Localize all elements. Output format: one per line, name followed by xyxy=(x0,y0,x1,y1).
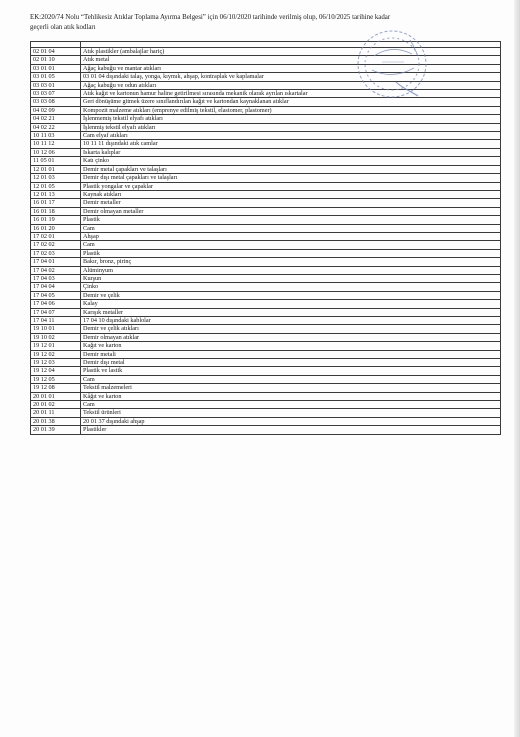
waste-code-cell: 20 01 01 xyxy=(31,392,81,400)
table-row xyxy=(31,417,501,425)
waste-code-cell: 19 12 08 xyxy=(31,384,81,392)
waste-description-cell: Tekstil malzemeleri xyxy=(81,384,501,392)
waste-code-cell: 17 02 03 xyxy=(31,249,81,257)
table-row xyxy=(31,81,501,89)
table-row xyxy=(31,342,501,350)
waste-code-cell: 16 01 20 xyxy=(31,224,81,232)
waste-description-cell: Kurşun xyxy=(81,274,501,282)
waste-code-cell: 10 11 03 xyxy=(31,132,81,140)
waste-description-cell: Atık metal xyxy=(81,56,501,64)
table-row xyxy=(31,409,501,417)
waste-code-cell: 02 01 10 xyxy=(31,56,81,64)
table-row xyxy=(31,291,501,299)
table-row xyxy=(31,207,501,215)
page-edge-shadow xyxy=(514,0,520,737)
waste-description-cell: İşlenmemiş tekstil elyafı atıkları xyxy=(81,115,501,123)
table-row xyxy=(31,384,501,392)
waste-description-cell: Demir metali xyxy=(81,350,501,358)
waste-code-cell: 12 01 13 xyxy=(31,190,81,198)
waste-description-cell: Tekstil ürünleri xyxy=(81,409,501,417)
waste-code-cell: 04 02 22 xyxy=(31,123,81,131)
waste-description-cell: Kompozit malzeme atıkları (emprenye edilmiş tekstil, elastomer, plastomer) xyxy=(81,106,501,114)
table-row xyxy=(31,308,501,316)
waste-code-cell: 17 04 04 xyxy=(31,283,81,291)
waste-codes-table-body xyxy=(31,42,501,435)
table-row xyxy=(31,199,501,207)
waste-code-cell: 19 12 05 xyxy=(31,375,81,383)
waste-code-cell: 17 02 01 xyxy=(31,232,81,240)
table-row xyxy=(31,350,501,358)
table-row xyxy=(31,232,501,240)
waste-code-cell: 03 03 01 xyxy=(31,81,81,89)
waste-code-cell: 12 01 03 xyxy=(31,174,81,182)
waste-code-cell: 20 01 39 xyxy=(31,426,81,434)
waste-code-cell: 19 10 01 xyxy=(31,325,81,333)
waste-description-cell: Plastik ve lastik xyxy=(81,367,501,375)
table-row xyxy=(31,274,501,282)
waste-description-cell: Ağaç kabuğu ve mantar atıkları xyxy=(81,64,501,72)
waste-code-cell: 12 01 01 xyxy=(31,165,81,173)
table-row xyxy=(31,48,501,56)
waste-code-cell: 19 12 01 xyxy=(31,342,81,350)
table-row xyxy=(31,300,501,308)
waste-description-cell: Kâğıt ve karton xyxy=(81,392,501,400)
table-row xyxy=(31,174,501,182)
table-row xyxy=(31,140,501,148)
waste-description-cell: Plastik xyxy=(81,216,501,224)
table-row xyxy=(31,367,501,375)
table-row xyxy=(31,359,501,367)
waste-codes-table xyxy=(30,41,501,435)
table-row xyxy=(31,325,501,333)
waste-code-cell: 17 04 02 xyxy=(31,266,81,274)
waste-description-cell: Cam elyaf atıkları xyxy=(81,132,501,140)
waste-description-cell: Demir dışı metal xyxy=(81,359,501,367)
waste-description-cell: Katı çinko xyxy=(81,157,501,165)
waste-description-cell: Alüminyum xyxy=(81,266,501,274)
waste-description-cell: Demir dışı metal çapakları ve talaşları xyxy=(81,174,501,182)
waste-code-cell: 11 05 01 xyxy=(31,157,81,165)
waste-description-cell: Atık plastikler (ambalajlar hariç) xyxy=(81,48,501,56)
waste-description-cell: Demir metaller xyxy=(81,199,501,207)
table-row xyxy=(31,182,501,190)
waste-code-cell: 03 01 05 xyxy=(31,73,81,81)
waste-description-cell: Ahşap xyxy=(81,232,501,240)
waste-description-cell: Kaynak atıkları xyxy=(81,190,501,198)
table-row xyxy=(31,56,501,64)
document-header xyxy=(30,13,500,33)
waste-code-cell: 04 02 09 xyxy=(31,106,81,114)
table-row xyxy=(31,157,501,165)
table-row xyxy=(31,73,501,81)
waste-description-cell: 03 01 04 dışındaki talaş, yonga, kıymık, ahşap, kontraplak ve kaplamalar xyxy=(81,73,501,81)
table-row xyxy=(31,106,501,114)
waste-code-cell: 16 01 19 xyxy=(31,216,81,224)
table-row xyxy=(31,90,501,98)
waste-description-cell: Cam xyxy=(81,401,501,409)
waste-code-cell: 20 01 38 xyxy=(31,417,81,425)
waste-code-cell: 19 12 03 xyxy=(31,359,81,367)
table-row xyxy=(31,98,501,106)
header-line-2: geçerli olan atık kodları xyxy=(30,24,96,31)
waste-description-cell: Plastikler xyxy=(81,426,501,434)
waste-description-cell: 10 11 11 dışındaki atık camlar xyxy=(81,140,501,148)
waste-description-cell: Atık kağıt ve kartonun hamur haline getirilmesi sırasında mekanik olarak ayrılan ıskartalar xyxy=(81,90,501,98)
waste-description-cell: 17 04 10 dışındaki kablolar xyxy=(81,317,501,325)
table-row xyxy=(31,375,501,383)
waste-code-cell: 16 01 18 xyxy=(31,207,81,215)
waste-description-cell: Geri dönüşüme gitmek üzere sınıflandırılan kağıt ve kartondan kaynaklanan atıklar xyxy=(81,98,501,106)
table-row xyxy=(31,258,501,266)
waste-description-cell: Cam xyxy=(81,375,501,383)
waste-description-cell: Demir olmayan metaller xyxy=(81,207,501,215)
waste-description-cell: Karışık metaller xyxy=(81,308,501,316)
table-row xyxy=(31,392,501,400)
waste-code-cell: 20 01 02 xyxy=(31,401,81,409)
table-row xyxy=(31,190,501,198)
waste-code-cell: 17 04 06 xyxy=(31,300,81,308)
waste-description-cell: 20 01 37 dışındaki ahşap xyxy=(81,417,501,425)
waste-code-cell: 19 12 04 xyxy=(31,367,81,375)
waste-code-cell: 04 02 21 xyxy=(31,115,81,123)
table-row xyxy=(31,115,501,123)
waste-description-cell: Plastik yongalar ve çapaklar xyxy=(81,182,501,190)
waste-code-cell: 16 01 17 xyxy=(31,199,81,207)
waste-description-cell: Kalay xyxy=(81,300,501,308)
waste-code-cell: 19 10 02 xyxy=(31,333,81,341)
waste-description-cell: Demir olmayan atıklar xyxy=(81,333,501,341)
waste-description-cell: Cam xyxy=(81,224,501,232)
table-row xyxy=(31,165,501,173)
waste-code-cell: 02 01 04 xyxy=(31,48,81,56)
waste-description-cell: Plastik xyxy=(81,249,501,257)
waste-code-cell: 20 01 11 xyxy=(31,409,81,417)
waste-code-cell: 17 04 11 xyxy=(31,317,81,325)
table-row xyxy=(31,64,501,72)
waste-description-cell: Ağaç kabuğu ve odun atıkları xyxy=(81,81,501,89)
header-line-1: EK:2020/74 Nolu “Tehlikesiz Atıklar Toplama Ayırma Belgesi” için 06/10/2020 tarihinde verilmiş olup, 06/10/2025 tarihine kadar xyxy=(30,14,391,21)
waste-code-cell: 12 01 05 xyxy=(31,182,81,190)
table-row xyxy=(31,148,501,156)
waste-description-cell: Demir ve çelik atıkları xyxy=(81,325,501,333)
waste-description-cell: Kağıt ve karton xyxy=(81,342,501,350)
table-row xyxy=(31,216,501,224)
waste-description-cell: Iskarta kalıplar xyxy=(81,148,501,156)
waste-description-cell: Demir ve çelik xyxy=(81,291,501,299)
waste-code-cell: 17 04 03 xyxy=(31,274,81,282)
table-row xyxy=(31,241,501,249)
waste-description-cell: Bakır, bronz, pirinç xyxy=(81,258,501,266)
table-row xyxy=(31,224,501,232)
waste-description-cell: Cam xyxy=(81,241,501,249)
waste-code-cell: 10 11 12 xyxy=(31,140,81,148)
table-row xyxy=(31,283,501,291)
waste-code-cell: 10 12 06 xyxy=(31,148,81,156)
table-row xyxy=(31,249,501,257)
waste-code-cell: 17 04 07 xyxy=(31,308,81,316)
waste-code-cell: 03 01 01 xyxy=(31,64,81,72)
waste-description-cell: Çinko xyxy=(81,283,501,291)
table-row xyxy=(31,333,501,341)
waste-code-cell: 17 02 02 xyxy=(31,241,81,249)
waste-code-cell: 17 04 01 xyxy=(31,258,81,266)
waste-code-cell: 03 03 07 xyxy=(31,90,81,98)
table-row xyxy=(31,426,501,434)
table-row xyxy=(31,123,501,131)
waste-code-cell: 03 03 08 xyxy=(31,98,81,106)
waste-description-cell: İşlenmiş tekstil elyafı atıkları xyxy=(81,123,501,131)
table-row xyxy=(31,266,501,274)
waste-description-cell: Demir metal çapakları ve talaşları xyxy=(81,165,501,173)
table-row xyxy=(31,401,501,409)
table-row xyxy=(31,317,501,325)
waste-code-cell: 17 04 05 xyxy=(31,291,81,299)
table-row xyxy=(31,132,501,140)
waste-code-cell: 19 12 02 xyxy=(31,350,81,358)
